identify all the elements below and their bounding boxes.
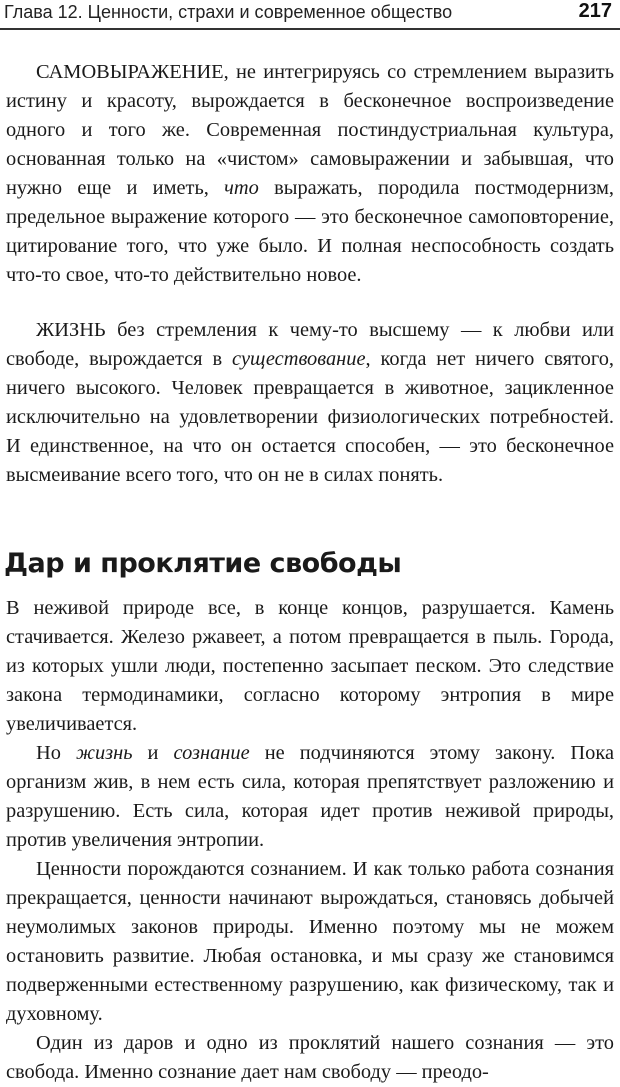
paragraph: В неживой природе все, в конце концов, разрушается. Камень стачивается. Железо ржавеет, а потом превращается в пыль. Города, из которых ушли люди, постепенно засыпает песком. Это следствие закона термодинамики, согласно которому энтропия в мире увеличивается. bbox=[6, 597, 614, 735]
paragraph-text: не подчиняются этому закону. Пока организм жив, в нем есть сила, которая препятствует разложению и разрушению. Есть сила, которая идет против неживой природы, против увеличения энтропии. bbox=[6, 742, 614, 851]
emphasis-text: сознание bbox=[173, 742, 250, 764]
paragraph: Ценности порождаются сознанием. И как только работа сознания прекращается, ценности начинают вырождаться, становясь добычей неумолимых законов природы. Именно поэтому мы не можем остановить развитие. Любая остановка, и мы сразу же становимся подверженными естественному разрушению, как физическому, так и духовному. bbox=[6, 858, 614, 1025]
paragraph: Один из даров и одно из проклятий нашего сознания — это свобода. Именно сознание дает нам свободу — преодо- bbox=[6, 1032, 614, 1083]
paragraph-text: без стремления к чему-то высшему — к любви или свободе, вырождается в bbox=[6, 319, 614, 370]
paragraph bbox=[6, 316, 614, 490]
term-self-expression: САМОВЫРАЖЕНИЕ bbox=[36, 61, 224, 83]
emphasis-text: что bbox=[224, 177, 259, 199]
paragraph bbox=[6, 739, 614, 855]
term-life: ЖИЗНЬ bbox=[36, 319, 106, 341]
paragraph-text: , не интегрируясь со стремлением выразить истину и красоту, вырождается в бесконечное воспроизведение одного и того же. Современная постиндустриальная культура, основанная только на «чистом» самовыражении и забывшая, что нужно еще и иметь, bbox=[6, 61, 614, 199]
paragraph-life bbox=[6, 316, 614, 490]
section-heading: Дар и проклятие свободы bbox=[4, 548, 402, 579]
paragraph-text: , когда нет ничего святого, ничего высокого. Человек превращается в животное, зацикленное исключительно на удовлетворении физиологических потребностей. И единственное, на что он остается способен, — это бесконечное высмеивание всего того, что он не в силах понять. bbox=[6, 348, 614, 486]
paragraph bbox=[6, 58, 614, 290]
paragraph-self-expression bbox=[6, 58, 614, 290]
page-header bbox=[0, 0, 620, 30]
section-body bbox=[6, 594, 614, 1087]
header-rule bbox=[0, 28, 620, 30]
emphasis-text: существование bbox=[232, 348, 366, 370]
page-number: 217 bbox=[578, 0, 612, 22]
running-title: Глава 12. Ценности, страхи и современное общество bbox=[4, 2, 453, 22]
paragraph-text: и bbox=[132, 742, 174, 764]
emphasis-text: жизнь bbox=[75, 742, 133, 764]
paragraph-text: выражать, породила постмодернизм, предельное выражение которого — это бесконечное самоповторение, цитирование того, что уже было. И полная неспособность создать что-то свое, что-то действительно новое. bbox=[6, 177, 614, 286]
paragraph-text: Но bbox=[36, 742, 76, 764]
